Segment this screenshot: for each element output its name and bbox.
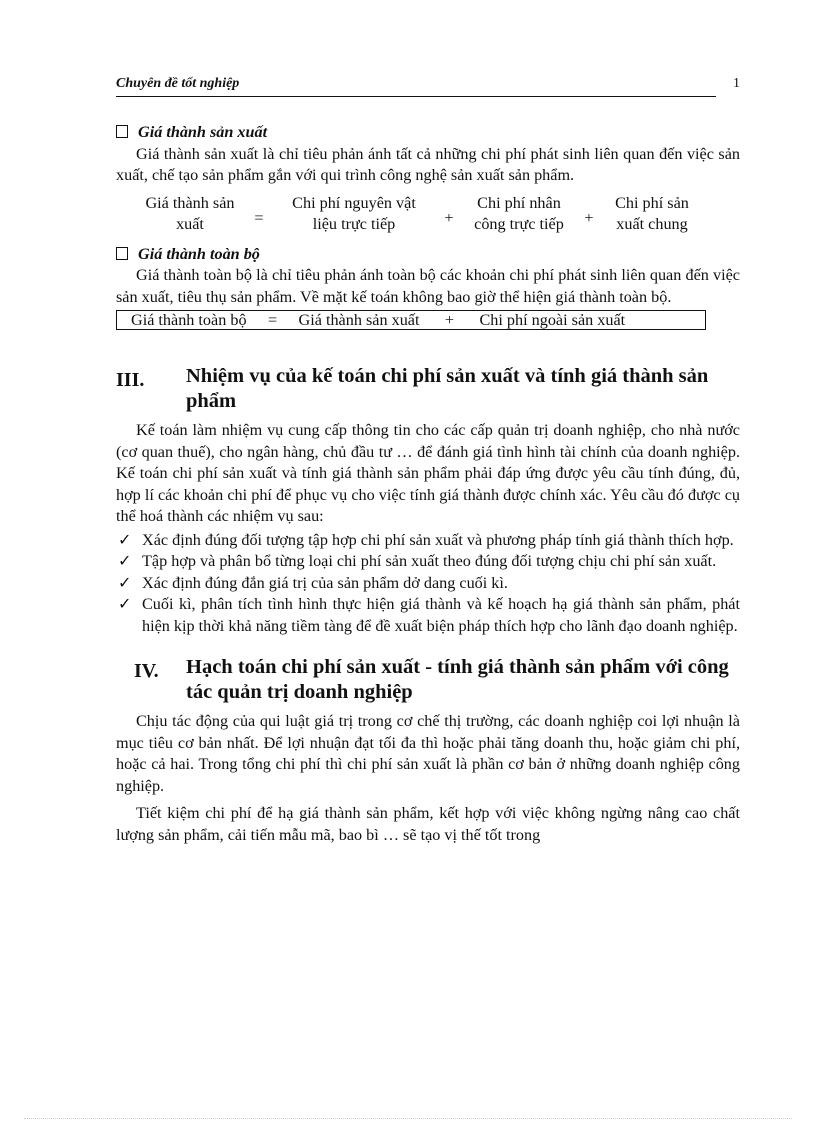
formula-total-plus: + xyxy=(444,311,455,329)
subheading-total-cost xyxy=(116,244,740,266)
formula-total-lhs: Giá thành toàn bộ xyxy=(131,311,247,329)
section-title: Hạch toán chi phí sản xuất - tính giá thành sản phẩm với công tác quản trị doanh nghiệp xyxy=(186,656,729,703)
page-number: 1 xyxy=(733,76,740,91)
list-item: ✓ Xác định đúng đắn giá trị của sản phẩm dở dang cuối kì. xyxy=(116,573,740,595)
section-number: IV. xyxy=(134,660,159,682)
section-title: Nhiệm vụ của kế toán chi phí sản xuất và tính giá thành sản phẩm xyxy=(186,365,709,412)
section-number: III. xyxy=(116,369,145,391)
formula-term-overhead: Chi phí sản xuất chung xyxy=(615,193,689,233)
paragraph-section-4b: Tiết kiệm chi phí để hạ giá thành sản phẩm, kết hợp với việc không ngừng nâng cao chất lượng sản phẩm, cải tiến mẫu mã, bao bì … sẽ tạo vị thế tốt trong xyxy=(116,804,740,844)
header-rule xyxy=(116,96,716,97)
paragraph-section-3: Kế toán làm nhiệm vụ cung cấp thông tin cho các cấp quản trị doanh nghiệp, cho nhà nước (cơ quan thuế), cho ngân hàng, chủ đầu tư … để đánh giá tình hình tài chính của doanh nghiệp. Kế toán chi phí sản xuất và tính giá thành sản phẩm phải đáp ứng được yêu cầu tính đúng, đủ, hợp lí các khoản chi phí để phục vụ cho việc tính giá thành được chính xác. Yêu cầu đó được cụ thể hoá thành các nhiệm vụ sau: xyxy=(116,421,740,525)
formula-total-equals: = xyxy=(267,311,278,329)
paragraph-section-4a: Chịu tác động của qui luật giá trị trong cơ chế thị trường, các doanh nghiệp coi lợi nhuận là mục tiêu cơ bản nhất. Để lợi nhuận đạt tối đa thì hoặc phải tăng doanh thu, hoặc giảm chi phí, hoặc cả hai. Trong tổng chi phí thì chi phí sản xuất là phần cơ bản ở những doanh nghiệp công nghiệp. xyxy=(116,712,740,795)
list-item: ✓ Tập hợp và phân bổ từng loại chi phí sản xuất theo đúng đối tượng chịu chi phí sản xuất. xyxy=(116,551,740,573)
formula-total-term2: Chi phí ngoài sản xuất xyxy=(479,311,626,329)
page-header xyxy=(116,76,740,98)
subheading-production-cost xyxy=(116,122,740,144)
check-icon: ✓ xyxy=(118,596,132,613)
paragraph-production-cost: Giá thành sản xuất là chỉ tiêu phản ánh tất cả những chi phí phát sinh liên quan đến việc sản xuất, chế tạo sản phẩm gắn với qui trình công nghệ sản xuất sản phẩm. xyxy=(116,144,740,184)
formula-term-materials: Chi phí nguyên vật liệu trực tiếp xyxy=(292,193,416,233)
formula-term-labor: Chi phí nhân công trực tiếp xyxy=(474,193,564,233)
paragraph-total-cost: Giá thành toàn bộ là chỉ tiêu phản ánh toàn bộ các khoản chi phí phát sinh liên quan đến việc sản xuất, tiêu thụ sản phẩm. Về mặt kế toán không bao giờ thể hiện giá thành toàn bộ. xyxy=(116,266,740,306)
checkbox-bullet-icon xyxy=(116,125,128,138)
list-item: ✓ Xác định đúng đối tượng tập hợp chi phí sản xuất và phương pháp tính giá thành thích hợp. xyxy=(116,530,740,552)
formula-equals: = xyxy=(254,209,264,227)
check-icon: ✓ xyxy=(118,531,132,549)
formula-production-cost xyxy=(136,193,740,235)
footer-rule xyxy=(24,1118,792,1119)
checkbox-bullet-icon xyxy=(116,247,128,260)
subheading-text: Giá thành toàn bộ xyxy=(138,244,260,263)
formula-lhs: Giá thành sản xuất xyxy=(145,193,235,233)
document-body xyxy=(116,122,740,846)
formula-plus-2: + xyxy=(584,209,594,227)
section-heading-4 xyxy=(116,655,740,705)
formula-total-term1: Giá thành sản xuất xyxy=(298,311,420,329)
formula-plus-1: + xyxy=(444,209,454,227)
check-icon: ✓ xyxy=(118,553,132,570)
check-icon: ✓ xyxy=(118,574,132,592)
task-list xyxy=(116,530,740,638)
formula-total-cost-box xyxy=(116,310,706,330)
section-heading-3 xyxy=(116,364,740,414)
header-title: Chuyên đề tốt nghiệp xyxy=(116,76,240,91)
list-item: ✓ Cuối kì, phân tích tình hình thực hiện giá thành và kế hoạch hạ giá thành sản phẩm, phát hiện kịp thời khả năng tiềm tàng để đề xuất biện pháp thích hợp cho lãnh đạo doanh nghiệp. xyxy=(118,595,740,635)
subheading-text: Giá thành sản xuất xyxy=(138,123,268,141)
